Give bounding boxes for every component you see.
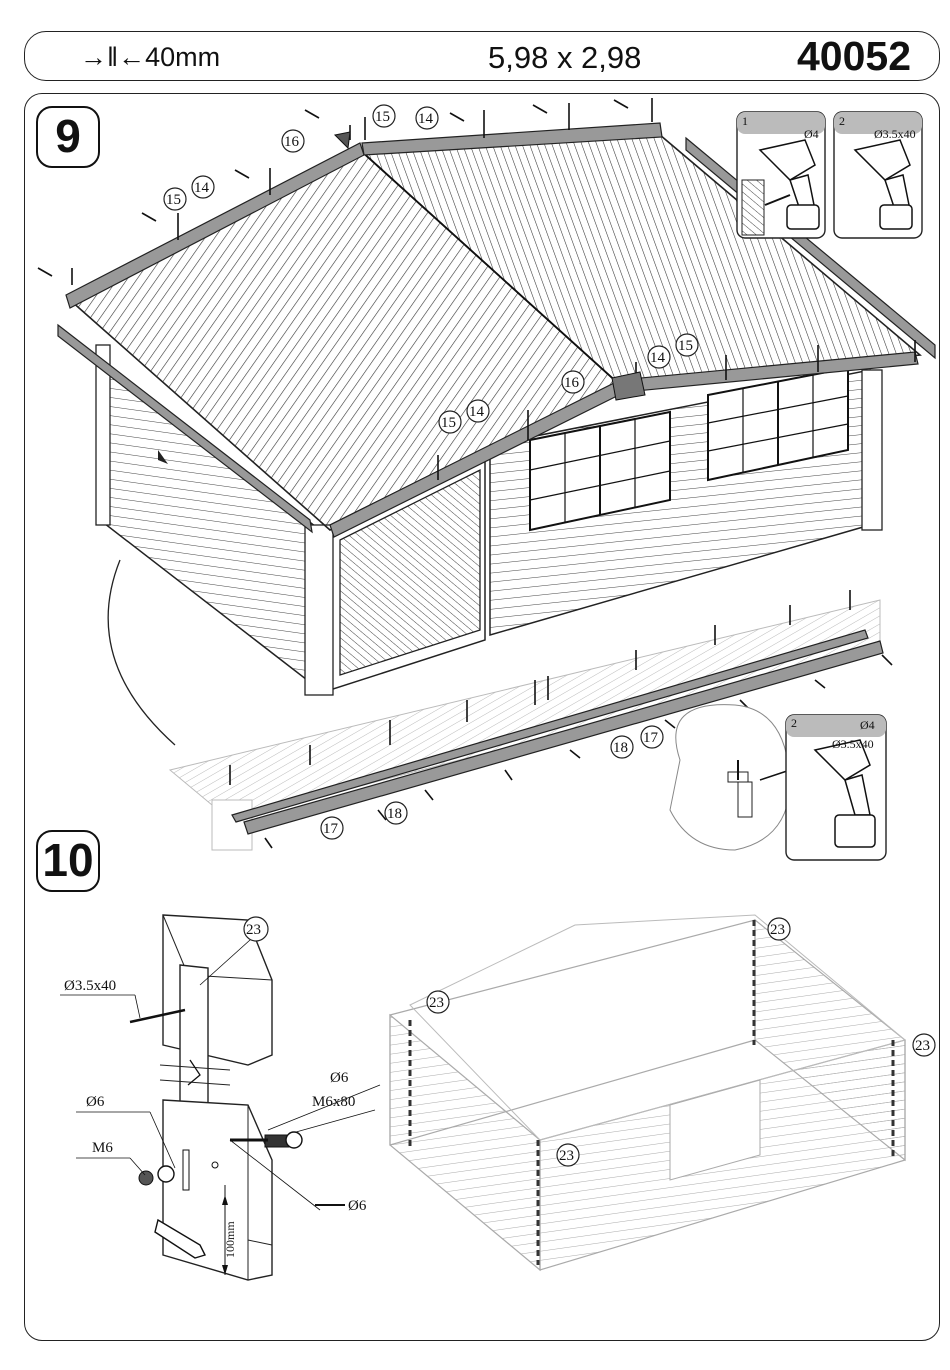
drill3-screw-label: Ø3.5x40 (832, 737, 874, 751)
callout-23-detail: 23 (246, 922, 261, 938)
corner-logs-right (862, 370, 882, 530)
step-9-badge: 9 (36, 106, 100, 168)
callout-15-front: 15 (441, 415, 456, 431)
callout-17-left: 17 (323, 821, 338, 837)
callout-17-right: 17 (643, 730, 658, 746)
product-code: 40052 (797, 33, 912, 79)
screw-size-label: Ø3.5x40 (64, 978, 117, 994)
corner-cap-16-top (335, 132, 350, 148)
callout-14-front: 14 (469, 404, 484, 420)
callout-23-left: 23 (429, 995, 444, 1011)
nut-size-label: M6 (92, 1140, 113, 1156)
callout-18-right: 18 (613, 740, 628, 756)
washer-size-label: Ø6 (86, 1094, 105, 1110)
bolt-washer-label: Ø6 (330, 1070, 349, 1086)
distance-label: 100mm (223, 1221, 237, 1258)
drill3-index: 2 (791, 716, 797, 730)
callout-14-right: 14 (650, 350, 665, 366)
callout-23-front: 23 (559, 1148, 574, 1164)
wall-thickness-label: →‖←40mm (80, 42, 221, 72)
drill-bit-size-label: Ø6 (348, 1198, 367, 1214)
drill2-index: 2 (839, 114, 845, 128)
callout-15-top: 15 (375, 109, 390, 125)
bolt-size-label: M6x80 (312, 1094, 356, 1110)
drill3-bit-label: Ø4 (860, 718, 875, 732)
callout-23-back: 23 (770, 922, 785, 938)
drill1-bit-label: Ø4 (804, 127, 819, 141)
cabin-step10-outline (390, 915, 935, 1270)
drill1-index: 1 (742, 114, 748, 128)
drill2-screw-label: Ø3.5x40 (874, 127, 916, 141)
cabin-size-label: 5,98 x 2,98 (488, 40, 642, 75)
callout-14-top: 14 (418, 111, 433, 127)
step-10-badge: 10 (36, 830, 100, 892)
corner-logs-front (305, 525, 333, 695)
callout-18-left: 18 (387, 806, 402, 822)
callout-23-right: 23 (915, 1038, 930, 1054)
callout-15-left: 15 (166, 192, 181, 208)
callout-14-left: 14 (194, 180, 209, 196)
callout-15-right: 15 (678, 338, 693, 354)
callout-16-top: 16 (284, 134, 299, 150)
detail-arrow (108, 560, 175, 745)
callout-16-front: 16 (564, 375, 579, 391)
